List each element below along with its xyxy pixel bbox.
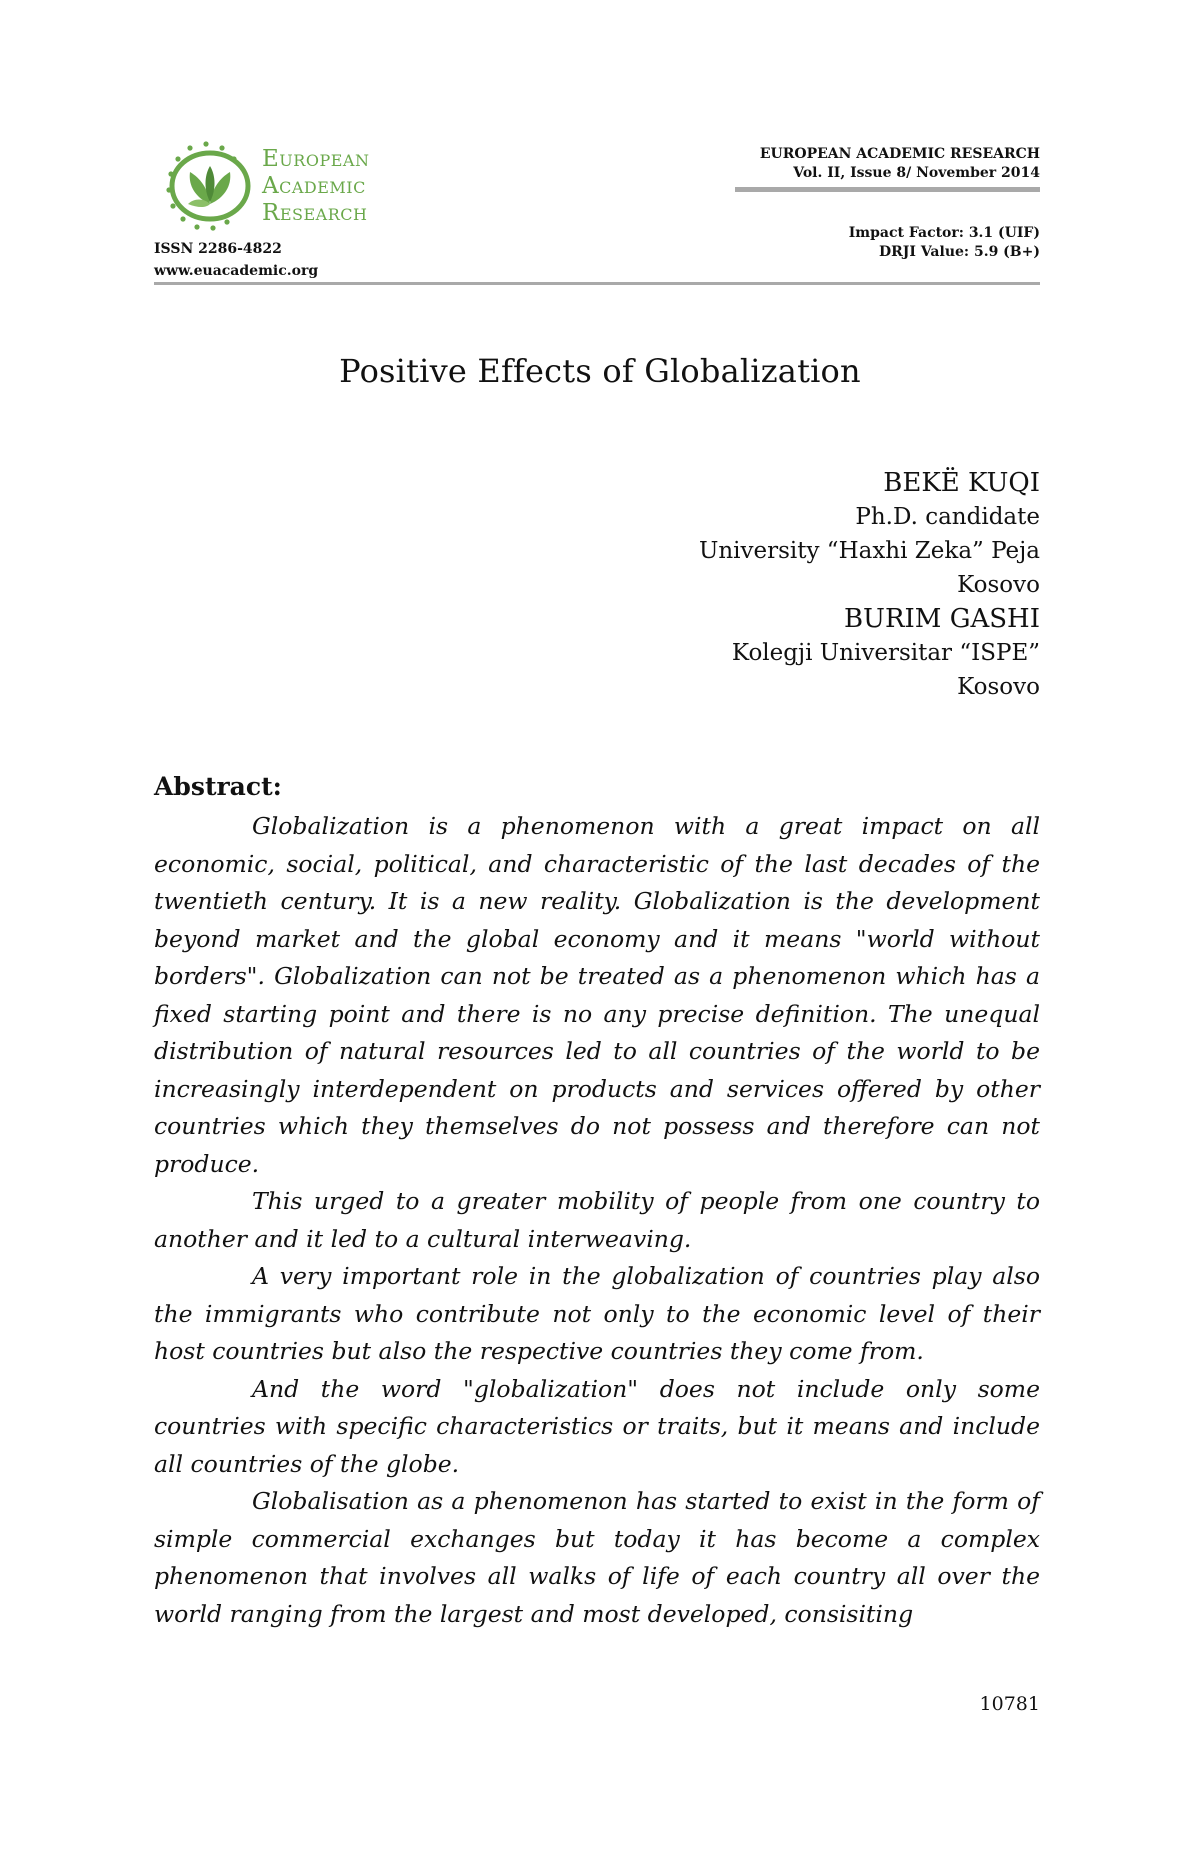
author-block <box>699 466 1040 704</box>
author-affiliation: University “Haxhi Zeka” Peja <box>698 538 1040 564</box>
author-name: BEKË KUQI <box>883 468 1040 498</box>
logo-text-line-1: European <box>262 146 370 172</box>
logo-text-line-3: Research <box>262 200 368 226</box>
author-name: BURIM GASHI <box>843 604 1040 634</box>
drji-value: DRJI Value: 5.9 (B+) <box>879 244 1040 260</box>
author-affiliation: Kosovo <box>957 572 1040 598</box>
impact-factor: Impact Factor: 3.1 (UIF) <box>848 225 1040 241</box>
abstract-paragraph: Globalization is a phenomenon with a great impact on all economic, social, political, and characteristic of the last decades of the twentieth century. It is a new reality. Globalization is the development beyond market and the global economy and it means "world without borders". Globalization can not be treated as a phenomenon which has a fixed starting point and there is no any precise definition. The unequal distribution of natural resources led to all countries of the world to be increasingly interdependent on products and services offered by other countries which they themselves do not possess and therefore can not produce. <box>154 812 1040 1178</box>
author-affiliation: Kosovo <box>957 674 1040 700</box>
abstract-paragraph: A very important role in the globalization of countries play also the immigrants who contribute not only to the economic level of their host countries but also the respective countries they come from. <box>154 1262 1040 1365</box>
issn-number: ISSN 2286-4822 <box>154 241 282 257</box>
journal-name: EUROPEAN ACADEMIC RESEARCH <box>759 146 1040 162</box>
volume-issue: Vol. II, Issue 8/ November 2014 <box>793 165 1040 181</box>
abstract-body <box>154 808 1040 1633</box>
page-number: 10781 <box>979 1693 1040 1715</box>
header-rule <box>154 282 1040 285</box>
abstract-heading: Abstract: <box>154 772 282 801</box>
laurel-star-icon <box>154 138 258 238</box>
header-rule-short <box>735 187 1040 192</box>
logo-text-line-2: Academic <box>262 173 366 199</box>
journal-info <box>760 145 1040 183</box>
abstract-paragraph: And the word "globalization" does not include only some countries with specific characteristics or traits, but it means and include all countries of the globe. <box>154 1374 1040 1478</box>
author-affiliation: Ph.D. candidate <box>855 504 1040 530</box>
abstract-paragraph: Globalisation as a phenomenon has started to exist in the form of simple commercial exchanges but today it has become a complex phenomenon that involves all walks of life of each country all over the world ranging from the largest and most developed, consisiting <box>154 1487 1040 1628</box>
paper-title: Positive Effects of Globalization <box>339 352 861 390</box>
author-affiliation: Kolegji Universitar “ISPE” <box>731 640 1040 666</box>
impact-info <box>849 224 1040 262</box>
journal-logo <box>154 138 414 238</box>
journal-website-link[interactable]: www.euacademic.org <box>154 263 319 279</box>
issn-block <box>154 238 318 282</box>
abstract-paragraph: This urged to a greater mobility of people from one country to another and it led to a cultural interweaving. <box>154 1187 1040 1253</box>
